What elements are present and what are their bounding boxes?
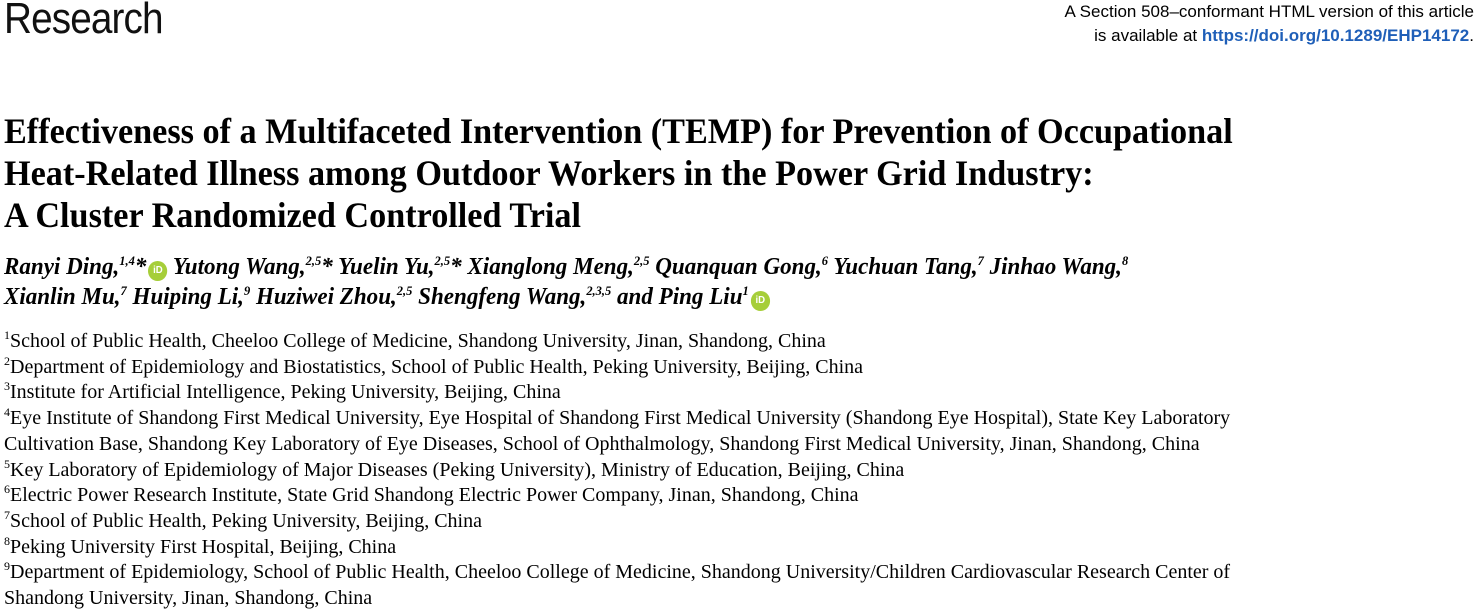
equal-contribution-marker: *: [134, 254, 147, 280]
affiliation: [4, 329, 1478, 355]
author-name: Quanquan Gong,: [655, 254, 822, 280]
affiliation-list: [4, 329, 1478, 612]
author-affiliation-marker: 2,3,5: [586, 283, 612, 298]
author-name: Huziwei Zhou,: [255, 284, 397, 310]
affiliation-number: 7: [4, 507, 10, 522]
orcid-icon[interactable]: iD: [751, 291, 770, 311]
author-affiliation-marker: 1,4: [119, 253, 135, 268]
section508-suffix: .: [1469, 26, 1474, 45]
author-affiliation-marker: 7: [977, 253, 984, 268]
article-title: [4, 110, 1401, 236]
author-affiliation-marker: 2,5: [305, 253, 322, 268]
author: [467, 254, 649, 280]
affiliation: [4, 432, 1478, 458]
author-list: [4, 252, 1415, 312]
author-affiliation-marker: 1: [742, 283, 749, 298]
author-name: Yuelin Yu,: [338, 254, 435, 280]
author-affiliation-marker: 2,5: [633, 253, 650, 268]
affiliation: [4, 509, 1478, 535]
equal-contribution-marker: *: [321, 254, 333, 280]
section508-line1: A Section 508–conformant HTML version of this article: [1064, 2, 1474, 21]
affiliation: [4, 355, 1478, 381]
author-name: and Ping Liu: [617, 284, 743, 310]
section508-notice: [1065, 0, 1474, 48]
author-name: Shengfeng Wang,: [418, 284, 587, 310]
affiliation-text: School of Public Health, Peking University, Beijing, China: [10, 509, 482, 532]
author: [173, 254, 333, 280]
orcid-icon[interactable]: iD: [148, 261, 167, 281]
author-affiliation-marker: 8: [1121, 253, 1129, 268]
affiliation-text: Peking University First Hospital, Beijing, China: [10, 535, 397, 558]
affiliation: [4, 406, 1478, 432]
author: [833, 254, 984, 280]
author: [418, 284, 611, 310]
author-name: Xianglong Meng,: [467, 254, 634, 280]
author: [4, 254, 167, 280]
title-line: A Cluster Randomized Controlled Trial: [4, 195, 581, 235]
affiliation: [4, 458, 1478, 484]
affiliation: [4, 560, 1478, 586]
author-affiliation-marker: 9: [243, 283, 251, 298]
author-affiliation-marker: 2,5: [396, 283, 413, 298]
affiliation-number: 1: [4, 328, 10, 342]
author: [256, 284, 412, 310]
author-name: Xianlin Mu,: [4, 284, 121, 310]
author-name: Ranyi Ding,: [4, 254, 120, 280]
affiliation-text: Institute for Artificial Intelligence, Peking University, Beijing, China: [10, 381, 561, 404]
affiliation-text: Department of Epidemiology and Biostatistics, School of Public Health, Peking University, Beijing, China: [10, 355, 864, 378]
affiliation-text: Eye Institute of Shandong First Medical University, Eye Hospital of Shandong First Medical University (Shandong Eye Hospital), State Key Laboratory: [10, 407, 1231, 430]
affiliation-text: Cultivation Base, Shandong Key Laboratory of Eye Diseases, School of Ophthalmology, Shandong First Medical University, Jinan, Shandong, China: [4, 432, 1200, 455]
affiliation-number: 8: [4, 533, 10, 548]
affiliation-text: School of Public Health, Cheeloo College of Medicine, Shandong University, Jinan, Shandong, China: [10, 330, 826, 352]
affiliation-number: 5: [4, 456, 10, 471]
affiliation: [4, 483, 1478, 509]
title-line: Heat-Related Illness among Outdoor Workers in the Power Grid Industry:: [4, 153, 1094, 193]
affiliation-number: 6: [4, 482, 10, 497]
affiliation-text: Department of Epidemiology, School of Public Health, Cheeloo College of Medicine, Shandong University/Children Cardiovascular Research Center of: [10, 561, 1231, 584]
author: [617, 284, 770, 310]
affiliation: [4, 380, 1478, 406]
author: [4, 284, 127, 310]
section508-line2: [1065, 24, 1474, 48]
section-label: Research: [4, 0, 163, 43]
affiliation-text: Electric Power Research Institute, State Grid Shandong Electric Power Company, Jinan, Shandong, China: [10, 484, 859, 507]
author: [133, 284, 251, 310]
doi-link[interactable]: https://doi.org/10.1289/EHP14172: [1201, 26, 1470, 45]
author-name: Huiping Li,: [132, 284, 244, 310]
affiliation-number: 4: [4, 405, 10, 420]
affiliation-text: Key Laboratory of Epidemiology of Major Diseases (Peking University), Ministry of Education, Beijing, China: [10, 458, 905, 481]
author: [655, 254, 828, 280]
section508-prefix: is available at: [1094, 26, 1202, 45]
author-name: Yuchuan Tang,: [833, 254, 978, 280]
affiliation-text: Shandong University, Jinan, Shandong, China: [4, 587, 373, 610]
author-affiliation-marker: 6: [821, 253, 828, 268]
affiliation-number: 3: [4, 379, 10, 394]
author-affiliation-marker: 7: [120, 283, 127, 298]
affiliation-number: 2: [4, 353, 10, 368]
author-name: Yutong Wang,: [172, 254, 306, 280]
author: [990, 254, 1129, 280]
author-name: Jinhao Wang,: [989, 254, 1122, 280]
affiliation: [4, 586, 1478, 612]
title-line: Effectiveness of a Multifaceted Intervention (TEMP) for Prevention of Occupational: [4, 111, 1233, 151]
author: [338, 254, 462, 280]
affiliation: [4, 535, 1478, 561]
equal-contribution-marker: *: [450, 254, 462, 280]
author-affiliation-marker: 2,5: [434, 253, 451, 268]
affiliation-number: 9: [4, 559, 10, 574]
